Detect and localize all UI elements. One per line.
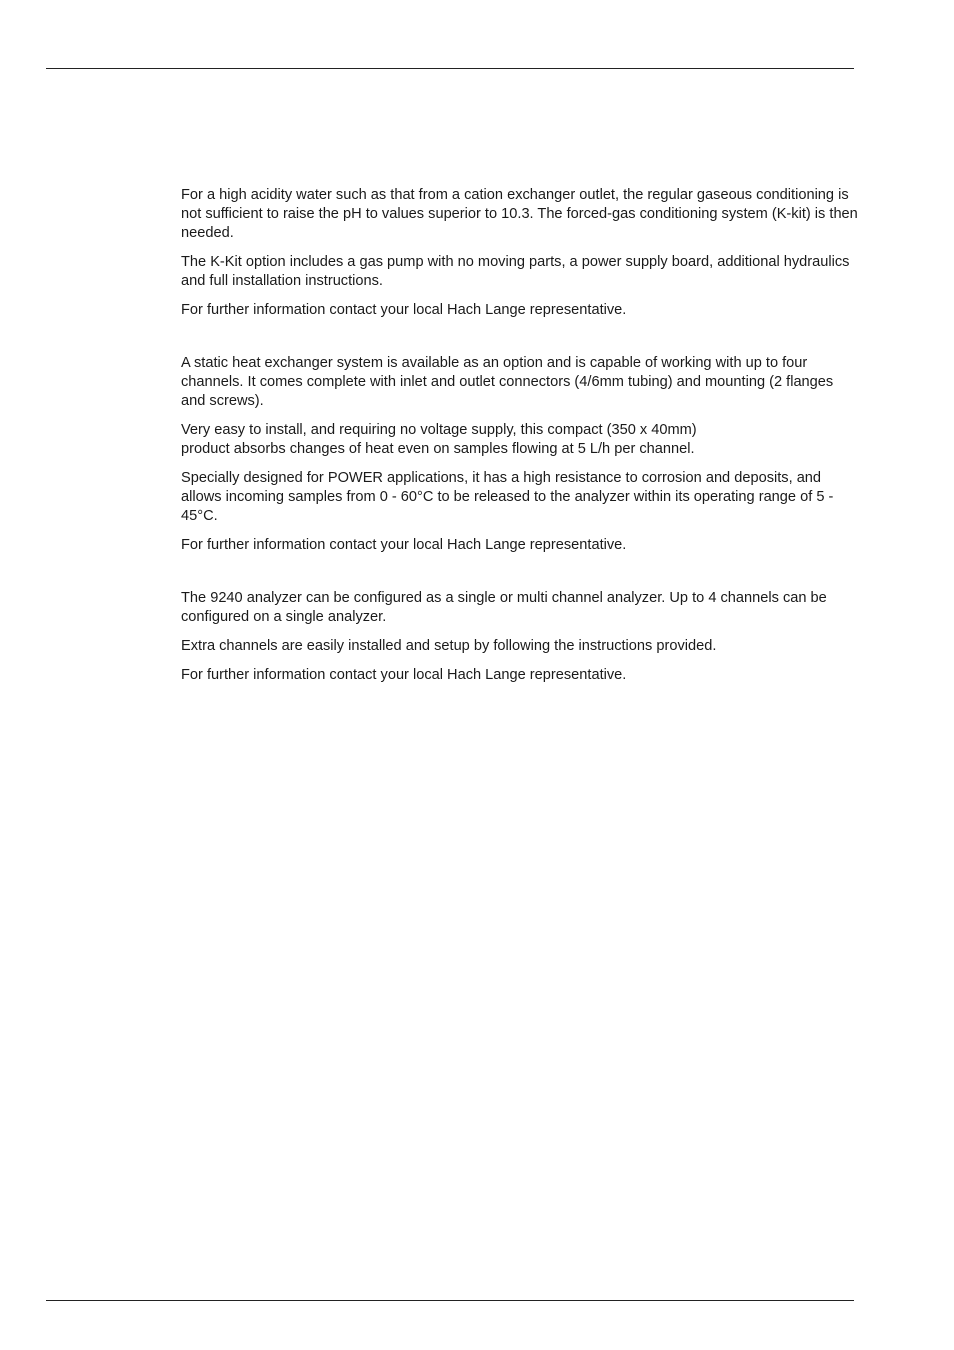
header-rule <box>46 68 854 69</box>
paragraph: The 9240 analyzer can be configured as a single or multi channel analyzer. Up to 4 channels can be configured on a single analyzer. <box>181 590 827 625</box>
paragraph: A static heat exchanger system is available as an option and is capable of working with up to four channels. It comes complete with inlet and outlet connectors (4/6mm tubing) and mounting (2 flanges and screws). <box>181 355 834 409</box>
footer-rule <box>46 1300 854 1301</box>
paragraph: For further information contact your local Hach Lange representative. <box>181 537 627 553</box>
paragraph: Very easy to install, and requiring no voltage supply, this compact (350 x 40mm) product absorbs changes of heat even on samples flowing at 5 L/h per channel. <box>181 422 697 457</box>
section-forced-gas-conditioning <box>181 186 861 320</box>
page-content <box>181 186 861 685</box>
paragraph: For further information contact your local Hach Lange representative. <box>181 667 627 683</box>
paragraph: Extra channels are easily installed and setup by following the instructions provided. <box>181 638 717 654</box>
section-multi-channel <box>181 589 861 685</box>
paragraph: For further information contact your local Hach Lange representative. <box>181 302 627 318</box>
paragraph: The K-Kit option includes a gas pump with no moving parts, a power supply board, additional hydraulics and full installation instructions. <box>181 254 850 289</box>
paragraph: Specially designed for POWER applications, it has a high resistance to corrosion and deposits, and allows incoming samples from 0 - 60°C to be released to the analyzer within its operating range of 5 - 45°C. <box>181 470 834 524</box>
section-heat-exchanger <box>181 354 861 555</box>
paragraph: For a high acidity water such as that from a cation exchanger outlet, the regular gaseous conditioning is not sufficient to raise the pH to values superior to 10.3. The forced-gas conditioning system (K-kit) is then needed. <box>181 187 858 241</box>
